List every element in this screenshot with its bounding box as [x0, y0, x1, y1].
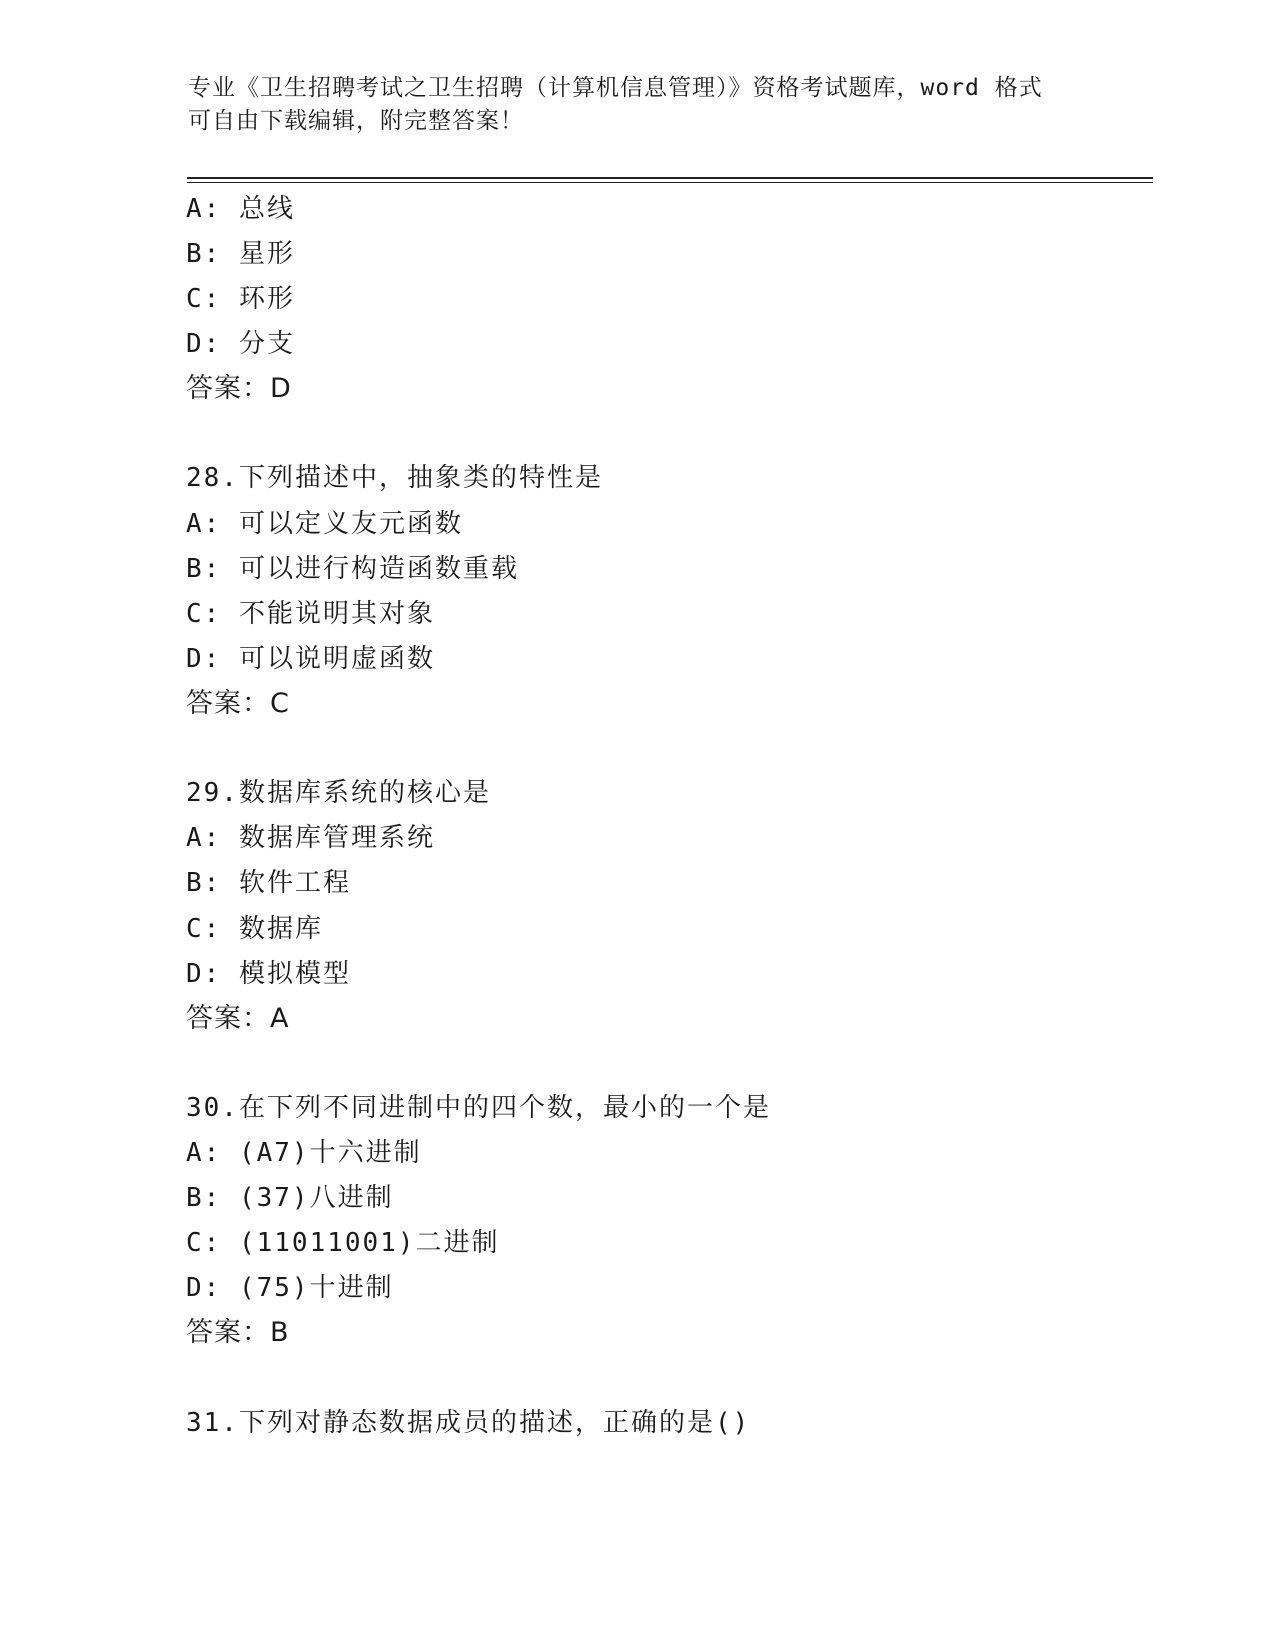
q30-option-b: B: (37)八进制 — [186, 1183, 394, 1213]
q27-option-b: B: 星形 — [186, 239, 295, 269]
q30-answer: 答案：B — [186, 1317, 290, 1348]
header-divider-thin — [187, 182, 1153, 183]
q28-option-a: A: 可以定义友元函数 — [186, 509, 463, 539]
q30-question: 30.在下列不同进制中的四个数，最小的一个是 — [186, 1093, 771, 1123]
q28-question: 28.下列描述中，抽象类的特性是 — [186, 463, 603, 493]
q29-option-b: B: 软件工程 — [186, 868, 351, 898]
q27-option-d: D: 分支 — [186, 329, 295, 359]
q30-option-d: D: (75)十进制 — [186, 1273, 394, 1303]
q29-question: 29.数据库系统的核心是 — [186, 778, 491, 808]
q28-option-b: B: 可以进行构造函数重载 — [186, 554, 519, 584]
q27-option-c: C: 环形 — [186, 284, 295, 314]
q29-option-c: C: 数据库 — [186, 914, 323, 944]
q28-answer: 答案：C — [186, 688, 290, 719]
q30-option-a: A: (A7)十六进制 — [186, 1138, 422, 1168]
q29-option-a: A: 数据库管理系统 — [186, 823, 435, 853]
q27-option-a: A: 总线 — [186, 194, 295, 224]
header-divider-thick — [187, 177, 1153, 179]
q31-question: 31.下列对静态数据成员的描述，正确的是() — [186, 1408, 751, 1438]
header-line-1: 专业《卫生招聘考试之卫生招聘（计算机信息管理）》资格考试题库，word 格式 — [188, 75, 1043, 101]
q29-answer: 答案：A — [186, 1003, 290, 1034]
q28-option-c: C: 不能说明其对象 — [186, 599, 435, 629]
q28-option-d: D: 可以说明虚函数 — [186, 644, 435, 674]
header-line-2: 可自由下载编辑，附完整答案！ — [188, 108, 524, 134]
q29-option-d: D: 模拟模型 — [186, 959, 351, 989]
document-header — [188, 72, 1088, 138]
q30-option-c: C: (11011001)二进制 — [186, 1228, 500, 1258]
q27-answer: 答案：D — [186, 373, 292, 404]
